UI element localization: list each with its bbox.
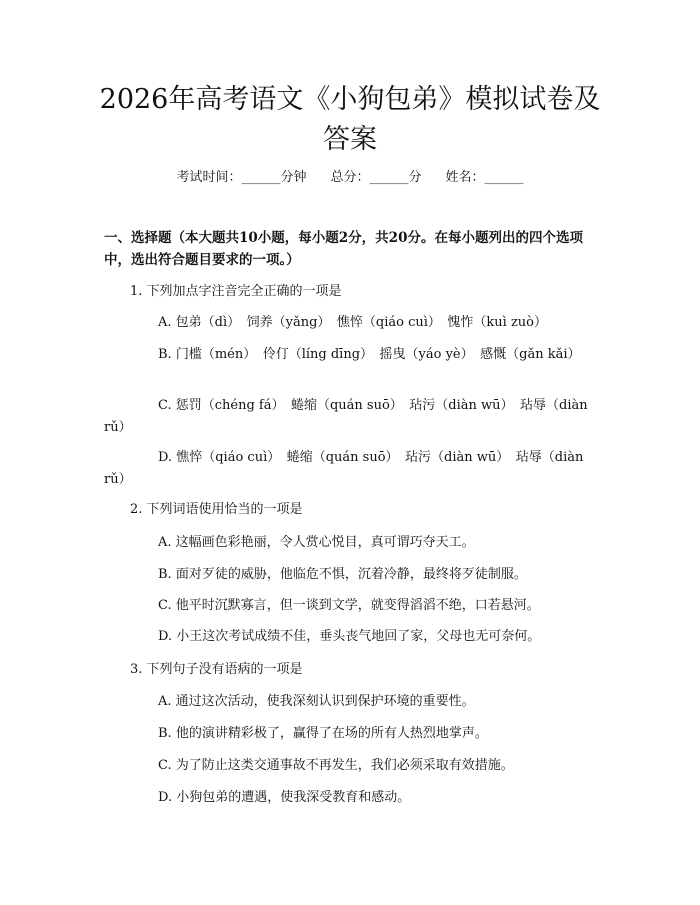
question-2-stem: 2. 下列词语使用恰当的一项是	[130, 502, 303, 517]
exam-time-field: 考试时间：______分钟	[176, 170, 307, 185]
page-title: 2026年高考语文《小狗包弟》模拟试卷及答案	[99, 84, 601, 155]
exam-info	[0, 168, 700, 188]
question-3-option-d: D. 小狗包弟的遭遇，使我深受教育和感动。	[158, 790, 411, 805]
section-header: 一、选择题（本大题共10小题，每小题2分，共20分。在每小题列出的四个选项中，选出符合题目要求的一项。）	[104, 230, 583, 268]
question-3-stem: 3. 下列句子没有语病的一项是	[130, 662, 303, 677]
question-1-stem: 1. 下列加点字注音完全正确的一项是	[130, 284, 342, 299]
question-3-option-c: C. 为了防止这类交通事故不再发生，我们必须采取有效措施。	[158, 758, 514, 773]
question-2-option-c: C. 他平时沉默寡言，但一谈到文学，就变得滔滔不绝，口若悬河。	[158, 598, 540, 613]
question-3-option-a: A. 通过这次活动，使我深刻认识到保护环境的重要性。	[158, 694, 475, 709]
question-2-option-d: D. 小王这次考试成绩不佳，垂头丧气地回了家，父母也无可奈何。	[158, 629, 541, 644]
question-1-option-a: A. 包弟（dì） 饲养（yǎng） 憔悴（qiáo cuì） 愧怍（kuì zuò）	[158, 315, 548, 330]
question-1-option-c: C. 惩罚（chéng fá） 蜷缩（quán suō） 玷污（diàn wū） 玷辱（diàn rǔ）	[104, 398, 588, 435]
question-1-option-d: D. 憔悴（qiáo cuì） 蜷缩（quán suō） 玷污（diàn wū） 玷辱（diàn rǔ）	[104, 450, 584, 487]
total-score-field: 总分：______分	[330, 170, 422, 185]
question-2-option-a: A. 这幅画色彩艳丽，令人赏心悦目，真可谓巧夺天工。	[158, 535, 475, 550]
question-2-option-b: B. 面对歹徒的威胁，他临危不惧，沉着冷静，最终将歹徒制服。	[158, 567, 527, 582]
question-3-option-b: B. 他的演讲精彩极了，赢得了在场的所有人热烈地掌声。	[158, 726, 488, 741]
question-1-option-b: B. 门槛（mén） 伶仃（líng dīng） 摇曳（yáo yè） 感慨（gǎn kǎi）	[158, 347, 581, 362]
student-name-field: 姓名：______	[445, 170, 524, 185]
